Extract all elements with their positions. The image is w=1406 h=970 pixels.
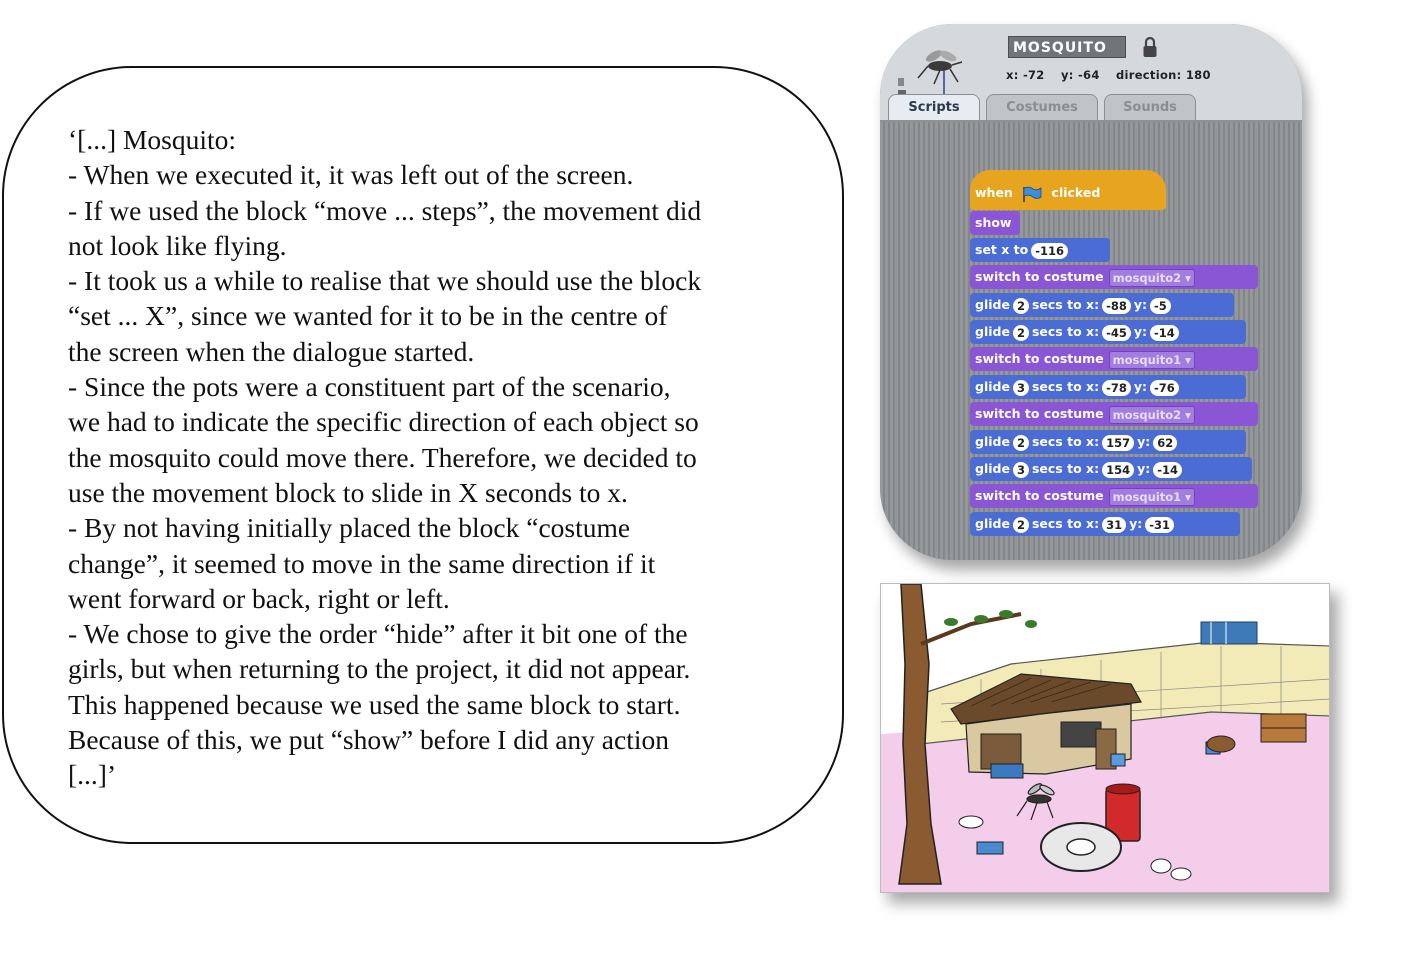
lock-icon[interactable] <box>1142 36 1158 58</box>
glide-secs-input[interactable]: 2 <box>1013 325 1029 341</box>
set-x-input[interactable]: -116 <box>1031 243 1068 259</box>
glide-secs-label: secs to x: <box>1031 461 1100 476</box>
glide-x-input[interactable]: 154 <box>1102 462 1134 478</box>
quote-line: use the movement block to slide in X seconds to x. <box>68 476 628 508</box>
glide-secs-label: secs to x: <box>1031 324 1100 339</box>
scratch-editor-panel <box>880 24 1302 560</box>
glide-label: glide <box>975 379 1010 394</box>
quote-line: This happened because we used the same block to start. <box>68 688 681 720</box>
glide-label: glide <box>975 324 1010 339</box>
quote-line: change”, it seemed to move in the same direction if it <box>68 547 656 579</box>
glide-secs-input[interactable]: 3 <box>1013 380 1029 396</box>
costume-dropdown-value: mosquito2 <box>1112 407 1182 422</box>
switch-costume-block[interactable] <box>970 402 1258 426</box>
switch-costume-label: switch to costume <box>975 351 1104 366</box>
costume-dropdown-value: mosquito2 <box>1112 270 1182 285</box>
quote-line: - If we used the block “move ... steps”, the movement did <box>68 194 702 226</box>
quote-line: - By not having initially placed the block “costume <box>68 512 631 544</box>
y-label: y: <box>1060 68 1074 82</box>
glide-y-input[interactable]: -14 <box>1150 325 1179 341</box>
glide-secs-label: secs to x: <box>1031 434 1100 449</box>
glide-y-input[interactable]: -5 <box>1150 298 1171 314</box>
direction-value: 180 <box>1185 68 1211 82</box>
quote-line: - Since the pots were a constituent part of the scenario, <box>68 371 671 403</box>
backyard-scene-image <box>881 584 1330 893</box>
y-value: -64 <box>1077 68 1100 82</box>
glide-block[interactable] <box>970 375 1246 399</box>
quote-line: the mosquito could move there. Therefore, we decided to <box>68 441 697 473</box>
glide-y-label: y: <box>1133 379 1148 394</box>
glide-x-input[interactable]: 157 <box>1102 435 1134 451</box>
glide-y-label: y: <box>1137 461 1151 476</box>
quote-line: - When we executed it, it was left out of the screen. <box>68 159 634 191</box>
glide-block[interactable] <box>970 430 1246 454</box>
costume-dropdown[interactable]: mosquito1 ▾ <box>1109 488 1195 506</box>
sprite-name-field[interactable]: MOSQUITO <box>1008 36 1126 58</box>
quote-line: ‘[...] Mosquito: <box>68 124 237 155</box>
x-value: -72 <box>1022 68 1045 82</box>
glide-label: glide <box>975 434 1010 449</box>
glide-block[interactable] <box>970 320 1246 344</box>
quote-line: - We chose to give the order “hide” after it bit one of the <box>68 618 688 650</box>
tab-scripts[interactable]: Scripts <box>888 94 980 120</box>
glide-block[interactable] <box>970 512 1240 536</box>
glide-x-input[interactable]: 31 <box>1102 517 1126 533</box>
quote-line: not look like flying. <box>68 229 287 261</box>
sprite-coordinates <box>1006 68 1223 82</box>
quote-line: - It took us a while to realise that we should use the block <box>68 265 702 297</box>
switch-costume-block[interactable] <box>970 265 1258 289</box>
glide-y-input[interactable]: -31 <box>1145 517 1174 533</box>
costume-dropdown[interactable]: mosquito2 ▾ <box>1109 406 1195 424</box>
glide-y-label: y: <box>1137 434 1151 449</box>
quote-text <box>68 122 808 793</box>
glide-secs-input[interactable]: 2 <box>1013 298 1029 314</box>
tab-costumes[interactable]: Costumes <box>986 94 1098 120</box>
quote-line: girls, but when returning to the project, it did not appear. <box>68 653 691 685</box>
glide-label: glide <box>975 516 1010 531</box>
set-x-label: set x to <box>975 242 1029 257</box>
quote-line: we had to indicate the specific direction of each object so <box>68 406 699 438</box>
glide-label: glide <box>975 297 1010 312</box>
switch-costume-block[interactable] <box>970 484 1258 508</box>
glide-x-input[interactable]: -88 <box>1102 298 1131 314</box>
quote-line: the screen when the dialogue started. <box>68 335 475 367</box>
hat-clicked-label: clicked <box>1051 185 1101 200</box>
glide-x-input[interactable]: -45 <box>1102 325 1131 341</box>
quote-bubble <box>2 66 844 844</box>
glide-secs-input[interactable]: 2 <box>1013 517 1029 533</box>
switch-costume-label: switch to costume <box>975 269 1104 284</box>
glide-secs-label: secs to x: <box>1031 516 1100 531</box>
quote-line: “set ... X”, since we wanted for it to be in the centre of <box>68 300 668 332</box>
switch-costume-label: switch to costume <box>975 406 1104 421</box>
tab-sounds[interactable]: Sounds <box>1104 94 1196 120</box>
sprite-info-header <box>880 24 1302 120</box>
script-area[interactable] <box>880 122 1302 560</box>
glide-x-input[interactable]: -78 <box>1102 380 1131 396</box>
green-flag-icon <box>1021 186 1043 202</box>
hat-when-label: when <box>975 185 1013 200</box>
show-block[interactable]: show <box>970 211 1020 235</box>
x-label: x: <box>1006 68 1019 82</box>
glide-y-label: y: <box>1133 324 1148 339</box>
glide-y-label: y: <box>1133 297 1148 312</box>
glide-secs-input[interactable]: 2 <box>1013 435 1029 451</box>
switch-costume-block[interactable] <box>970 347 1258 371</box>
costume-dropdown[interactable]: mosquito2 ▾ <box>1109 269 1195 287</box>
quote-line: Because of this, we put “show” before I did any action <box>68 724 669 756</box>
costume-dropdown-value: mosquito1 <box>1112 489 1182 504</box>
editor-tabs <box>888 94 1218 122</box>
stage-scene-illustration <box>880 583 1330 893</box>
costume-dropdown-value: mosquito1 <box>1112 352 1182 367</box>
costume-dropdown[interactable]: mosquito1 ▾ <box>1109 351 1195 369</box>
glide-y-label: y: <box>1129 516 1143 531</box>
glide-block[interactable] <box>970 457 1252 481</box>
direction-label: direction: <box>1115 68 1182 82</box>
glide-y-input[interactable]: -76 <box>1150 380 1179 396</box>
glide-secs-label: secs to x: <box>1031 379 1100 394</box>
when-flag-clicked-block[interactable] <box>970 170 1166 210</box>
glide-y-input[interactable]: 62 <box>1153 435 1177 451</box>
set-x-block[interactable] <box>970 238 1110 262</box>
glide-secs-input[interactable]: 3 <box>1013 462 1029 478</box>
glide-y-input[interactable]: -14 <box>1153 462 1182 478</box>
switch-costume-label: switch to costume <box>975 488 1104 503</box>
glide-secs-label: secs to x: <box>1031 297 1100 312</box>
quote-line: [...]’ <box>68 759 117 791</box>
glide-label: glide <box>975 461 1010 476</box>
quote-line: went forward or back, right or left. <box>68 582 450 614</box>
glide-block[interactable] <box>970 293 1234 317</box>
